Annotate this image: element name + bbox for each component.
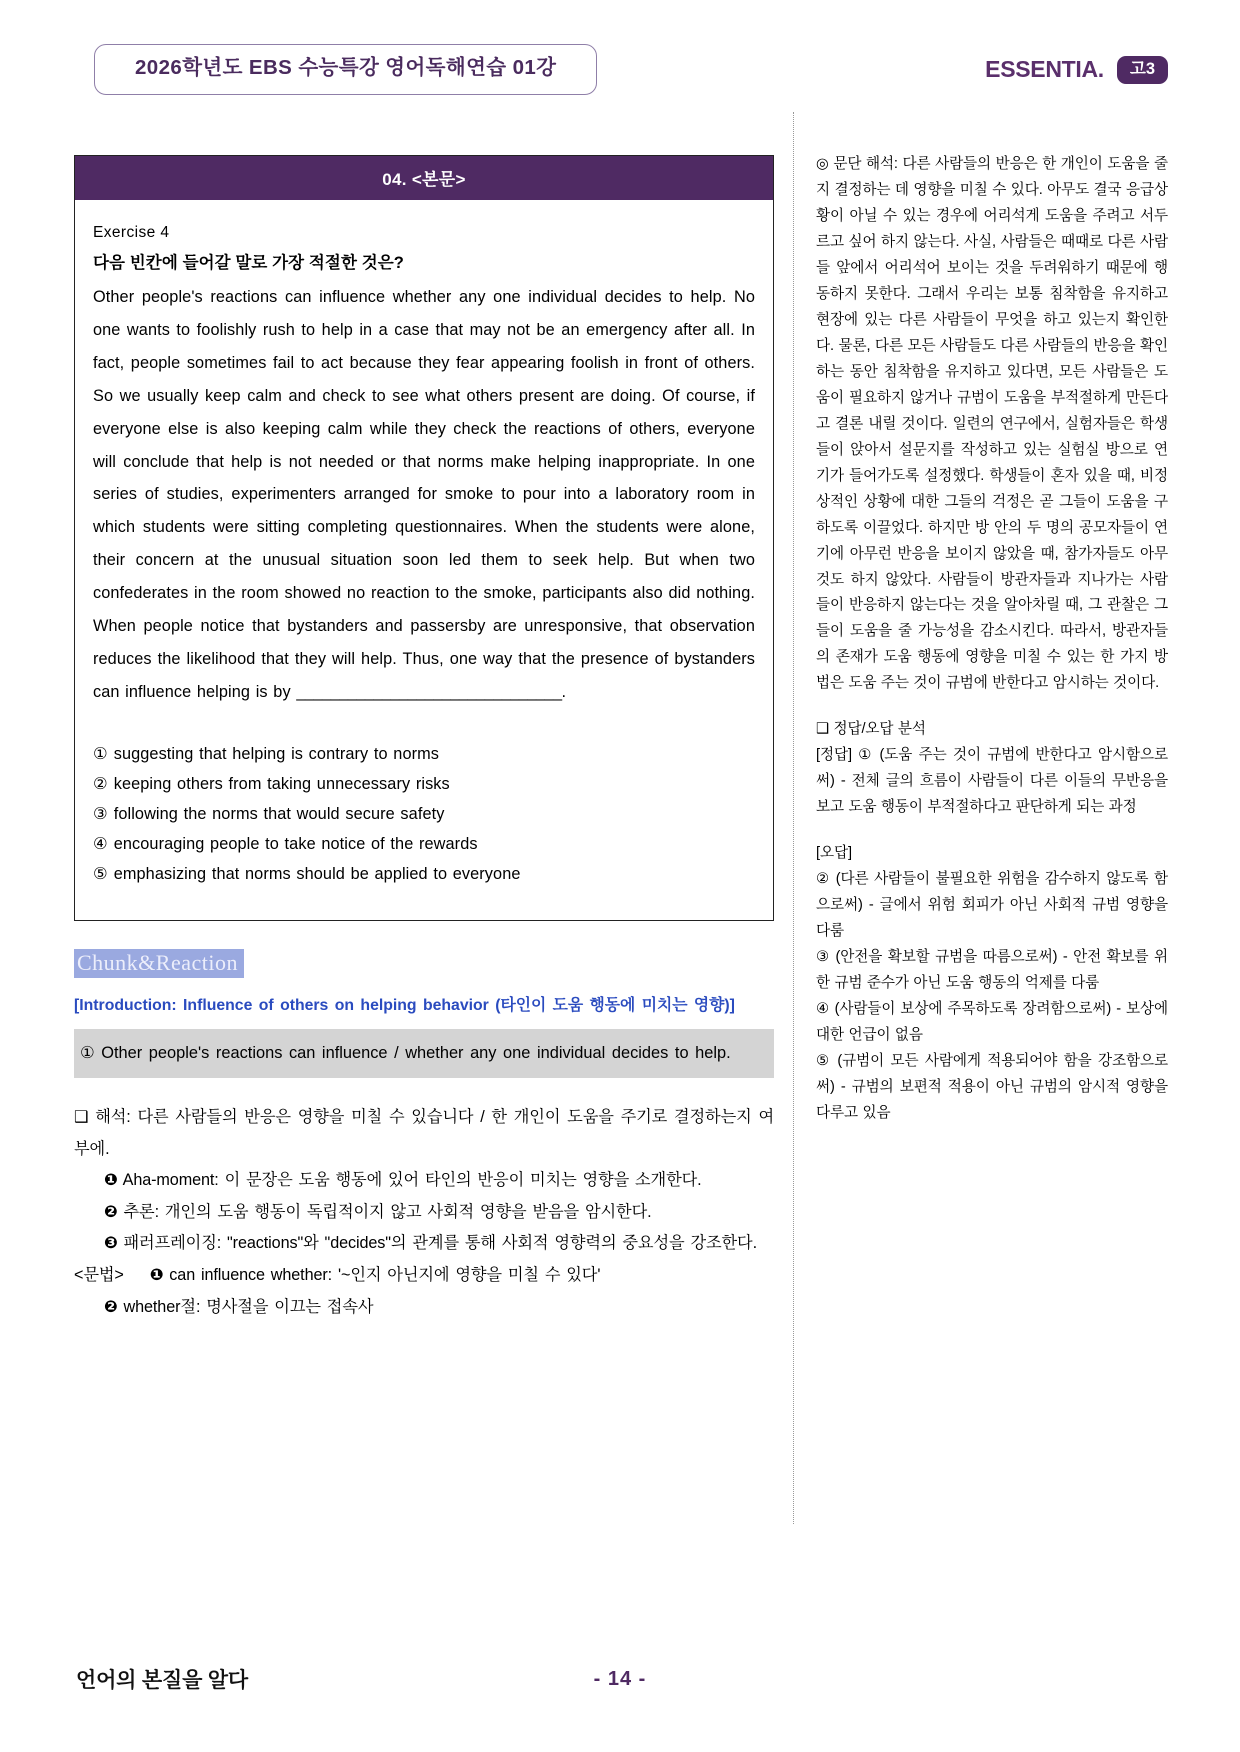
answer-choice[interactable] [93, 769, 755, 799]
content-columns [0, 112, 1240, 1532]
paragraph-translation-text: 다른 사람들의 반응은 한 개인이 도움을 줄지 결정하는 데 영향을 미칠 수 있다. 아무도 결국 응급상황이 아닐 수 있는 경우에 어리석게 도움을 주려고 서두르고 싶어 하지 않는다. 사실, 사람들은 때때로 다른 사람들 앞에서 어리석어 보이는 것을 두려워하기 때문에 행동하지 못한다. 그래서 우리는 보통 침착함을 유지하고 현장에 있는 다른 사람들이 무엇을 하고 있는지 확인한다. 물론, 다른 모든 사람들도 다른 사람들의 반응을 확인하는 동안 침착함을 유지하고 있다면, 모든 사람들은 도움이 필요하지 않거나 규범이 도움을 부적절하게 만든다고 결론 내릴 것이다. 일련의 연구에서, 실험자들은 학생들이 앉아서 설문지를 작성하고 있는 실험실 방으로 연기가 들어가도록 설정했다. 학생들이 혼자 있을 때, 비정상적인 상황에 대한 그들의 걱정은 곧 그들이 도움을 구하도록 이끌었다. 하지만 방 안의 두 명의 공모자들이 연기에 아무런 반응을 보이지 않았을 때, 참가자들도 아무것도 하지 않았다. 사람들이 방관자들과 지나가는 사람들이 반응하지 않는다는 것을 알아차릴 때, 그 관찰은 그들이 도움을 줄 가능성을 감소시킨다. 따라서, 방관자들의 존재가 도움 행동에 영향을 미칠 수 있는 한 가지 방법은 도움 주는 것이 규범에 반한다고 암시하는 것이다. [816, 156, 1168, 692]
chunk-reaction-intro: [Introduction: Influence of others on helping behavior (타인이 도움 행동에 미치는 영향)] [74, 996, 735, 1014]
sidebar-column [812, 112, 1168, 1127]
answer-choice[interactable] [93, 859, 755, 889]
sidebar-wrong-item: ③ (안전을 확보할 규범을 따름으로써) - 안전 확보를 위한 규범 준수가 아닌 도움 행동의 억제를 다룸 [816, 949, 1168, 992]
answer-blank-rule: _______________________________. [296, 682, 566, 701]
chunk-reaction-title: Chunk&Reaction [74, 949, 244, 978]
choice-number: ③ [93, 805, 108, 824]
answer-choice[interactable] [93, 829, 755, 859]
footer-tagline: 언어의 본질을 알다 [76, 1669, 248, 1692]
sidebar-spacer [816, 821, 1168, 841]
analysis-translation-row [74, 1102, 774, 1165]
exercise-label: Exercise 4 [93, 224, 170, 241]
paragraph-marker-icon: ◎ [816, 156, 829, 172]
brand-logo-text: ESSENTIA. [985, 56, 1104, 83]
sidebar-wrong-item: ④ (사람들이 보상에 주목하도록 장려함으로써) - 보상에 대한 언급이 없음 [816, 1001, 1168, 1043]
chunk-sentence: ① Other people's reactions can influence / whether any one individual decides to help. [74, 1029, 774, 1078]
sidebar-correct-answer [816, 743, 1168, 821]
answer-choices [93, 739, 755, 890]
grade-badge: 고3 [1117, 56, 1168, 84]
dotted-divider-line [793, 112, 794, 1524]
analysis-point [74, 1197, 774, 1229]
choice-number: ② [93, 774, 108, 793]
translation-marker-icon: ❑ [74, 1108, 89, 1127]
sidebar-analysis-heading: 정답/오답 분석 [833, 721, 926, 738]
grammar-label: <문법> [74, 1266, 124, 1284]
passage-body [75, 200, 773, 920]
choice-text: following the norms that would secure safety [113, 805, 445, 824]
paragraph-heading: 문단 해석: [833, 156, 898, 172]
column-divider [774, 112, 812, 1532]
grammar-text: can influence whether: '~인지 아닌지에 영향을 미칠 수 있다' [169, 1266, 601, 1284]
question-prompt: 다음 빈칸에 들어갈 말로 가장 적절한 것은? [93, 253, 404, 272]
choice-number: ⑤ [93, 865, 108, 884]
sidebar-analysis-heading-row [816, 717, 1168, 743]
choice-number: ④ [93, 835, 108, 854]
passage-paragraph [93, 281, 755, 709]
page-number: - 14 - [593, 1667, 647, 1690]
choice-text: emphasizing that norms should be applied to everyone [113, 865, 521, 884]
main-column [74, 112, 774, 1323]
choice-text: encouraging people to take notice of the rewards [113, 835, 478, 854]
chunk-analysis [74, 1102, 774, 1323]
sidebar-spacer [816, 697, 1168, 717]
point-text: Aha-moment: 이 문장은 도움 행동에 있어 타인의 반응이 미치는 영향을 소개한다. [122, 1171, 702, 1190]
page-header [0, 0, 1240, 112]
grammar-number: ❶ [149, 1266, 164, 1284]
sidebar-wrong-item: ② (다른 사람들이 불필요한 위험을 감수하지 않도록 함으로써) - 글에서 위험 회피가 아닌 사회적 규범 영향을 다룸 [816, 871, 1168, 940]
sidebar-paragraph-translation [816, 152, 1168, 697]
brand-area [985, 56, 1168, 84]
answer-choice[interactable] [93, 799, 755, 829]
choice-number: ① [93, 744, 108, 763]
analysis-translation: 해석: 다른 사람들의 반응은 영향을 미칠 수 있습니다 / 한 개인이 도움을 주기로 결정하는지 여부에. [74, 1108, 774, 1158]
point-number: ❶ [104, 1171, 118, 1190]
grammar-text: whether절: 명사절을 이끄는 접속사 [123, 1297, 374, 1316]
analysis-point [74, 1165, 774, 1197]
grammar-row [74, 1292, 774, 1324]
passage-box [74, 155, 774, 921]
point-number: ❷ [104, 1202, 118, 1221]
sidebar-wrong-item: ⑤ (규범이 모든 사람에게 적용되어야 함을 강조함으로써) - 규범의 보편적 적용이 아닌 규범의 암시적 영향을 다루고 있음 [816, 1052, 1168, 1121]
choice-text: keeping others from taking unnecessary risks [113, 774, 450, 793]
analysis-marker-icon: ❑ [816, 721, 829, 738]
answer-choice[interactable] [93, 739, 755, 769]
sidebar-wrong-label: [오답] [816, 845, 852, 862]
page-footer [0, 1664, 1240, 1694]
point-number: ❸ [104, 1234, 118, 1253]
correct-text: ① (도움 주는 것이 규범에 반한다고 암시함으로써) - 전체 글의 흐름이 사람들이 다른 이들의 무반응을 보고 도움 행동이 부적절하다고 판단하게 되는 과정 [816, 747, 1168, 816]
grammar-row [74, 1260, 774, 1292]
passage-section-header: 04. <본문> [75, 156, 773, 200]
point-text: 패러프레이징: "reactions"와 "decides"의 관계를 통해 사회적 영향력의 중요성을 강조한다. [123, 1234, 757, 1253]
point-text: 추론: 개인의 도움 행동이 독립적이지 않고 사회적 영향을 받음을 암시한다. [123, 1202, 652, 1221]
sidebar-paragraph-translation-block [816, 152, 1168, 1127]
grammar-number: ❷ [104, 1297, 118, 1316]
analysis-point [74, 1228, 774, 1260]
lesson-title-pill: 2026학년도 EBS 수능특강 영어독해연습 01강 [94, 44, 597, 95]
correct-label: [정답] [816, 747, 852, 764]
passage-paragraph-text: Other people's reactions can influence whether any one individual decides to help. No one wants to foolishly rush to help in a case that may not be an emergency after all. In fact, people sometimes fail to act because they fear appearing foolish in front of others. So we usually keep calm and check to see what others present are doing. Of course, if everyone else is also keeping calm while they check the reactions of others, everyone will conclude that help is not needed or that norms make helping inappropriate. In one series of studies, experimenters arranged for smoke to pour into a laboratory room in which students were sitting completing questionnaires. When the students were alone, their concern at the unusual situation soon led them to seek help. But when two confederates in the room showed no reaction to the smoke, participants also did nothing. When people notice that bystanders and passersby are unresponsive, that observation reduces the likelihood that they will help. Thus, one way that the presence of bystanders can influence helping is by [93, 288, 755, 701]
choice-text: suggesting that helping is contrary to norms [113, 744, 440, 763]
